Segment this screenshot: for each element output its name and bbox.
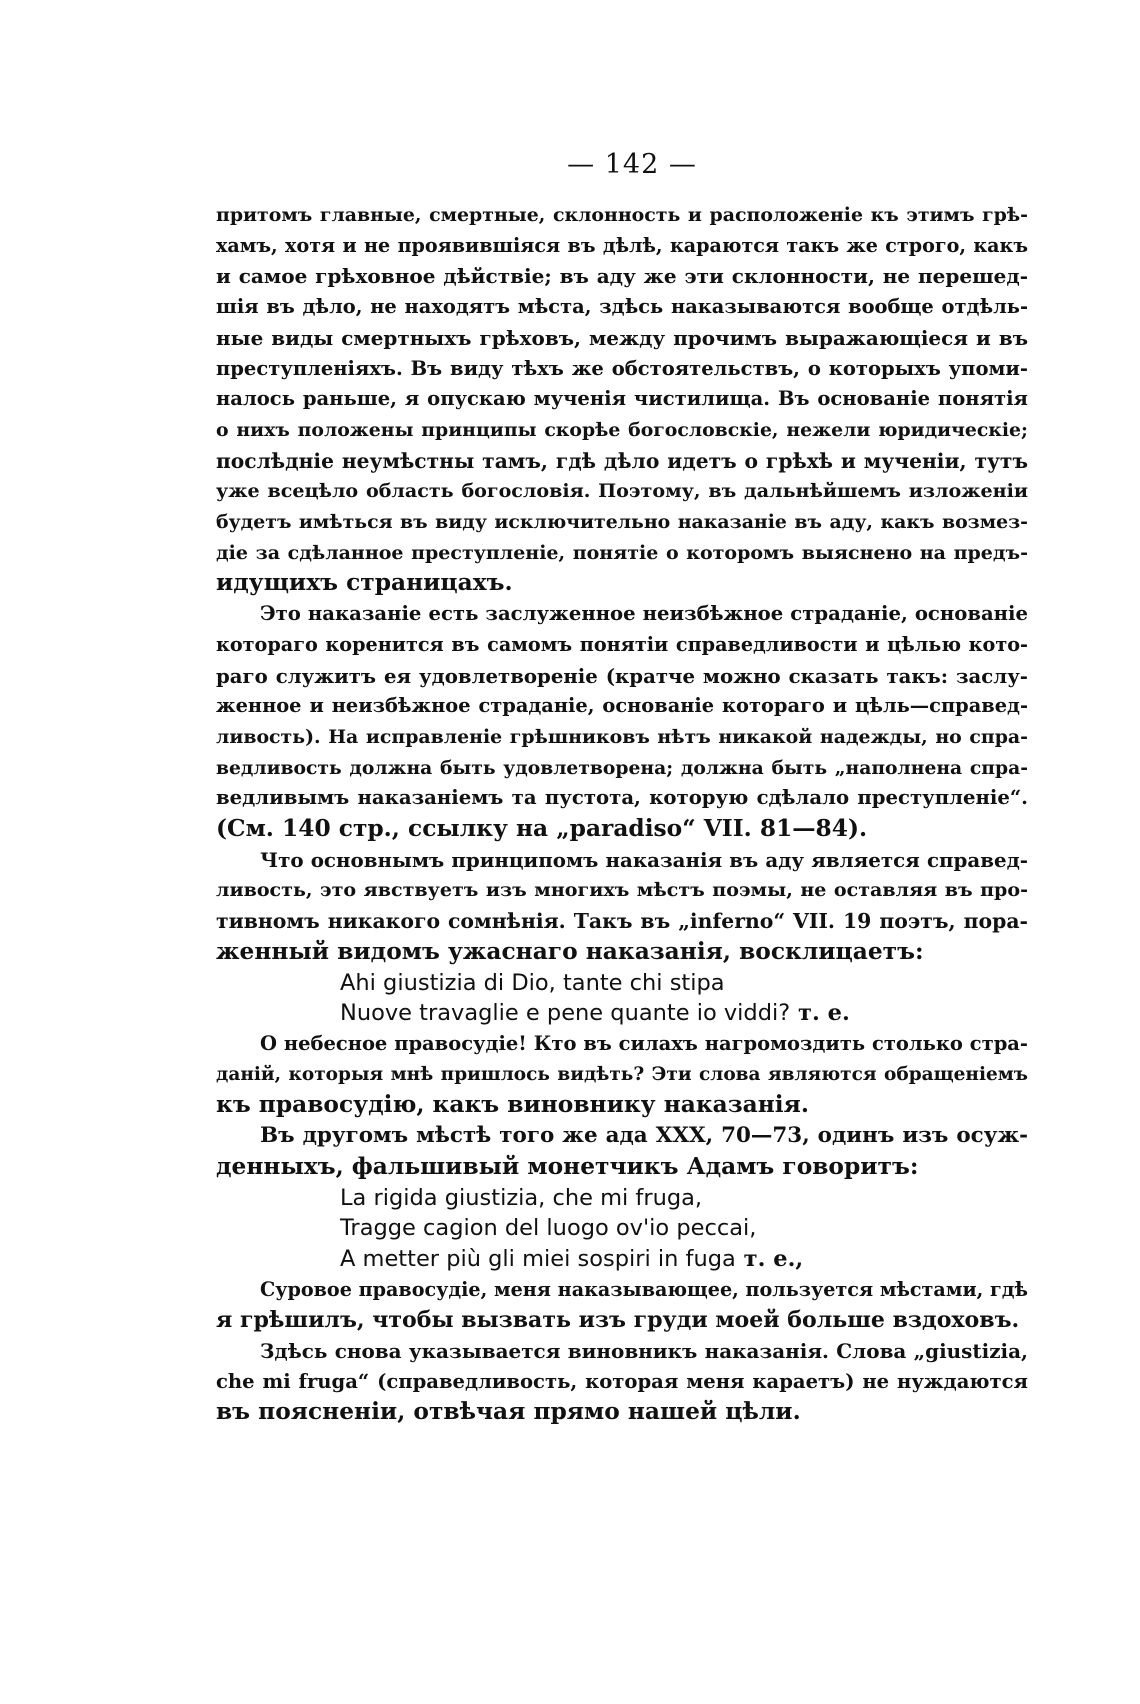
text-line: (См. 140 стр., ссылку на „paradiso“ VII. 81—84).: [216, 815, 868, 843]
verse-text: A metter più gli miei sospiri in fuga: [340, 1245, 736, 1272]
paragraph-first-line: Здѣсь снова указывается виновникъ наказанія. Слова „giustizia,: [260, 1339, 1028, 1364]
text-line: ливость, это явствуетъ изъ многихъ мѣстъ поэмы, не оставляя въ про-: [216, 879, 1028, 902]
verse-suffix: т. е.: [790, 1000, 850, 1027]
text-line: тивномъ никакого сомнѣнія. Такъ въ „inferno“ VII. 19 поэтъ, пора-: [216, 909, 1028, 934]
text-line: послѣдніе неумѣстны тамъ, гдѣ дѣло идетъ о грѣхѣ и мученіи, тутъ: [216, 448, 1028, 473]
paragraph-first-line: Это наказаніе есть заслуженное неизбѣжное страданіе, основаніе: [260, 602, 1028, 626]
page-number: — 142 —: [567, 149, 697, 180]
verse-line: [216, 1244, 1028, 1275]
text-line: діе за сдѣланное преступленіе, понятіе о которомъ выяснено на предъ-: [216, 541, 1028, 564]
text-line: шія въ дѣло, не находятъ мѣста, здѣсь наказываются вообще отдѣль-: [216, 295, 1028, 319]
text-line: о нихъ положены принципы скорѣе богословскіе, нежели юридическіе;: [216, 418, 1028, 441]
verse-text: La rigida giustizia, che mi fruga,: [340, 1184, 703, 1211]
text-line: ведливымъ наказаніемъ та пустота, которую сдѣлало преступленіе“.: [216, 786, 1028, 810]
verse-text: Tragge cagion del luogo ov'io peccai,: [340, 1215, 757, 1242]
paragraph-first-line: О небесное правосудіе! Кто въ силахъ нагромоздить столько стра-: [260, 1031, 1028, 1055]
text-line: въ поясненіи, отвѣчая прямо нашей цѣли.: [216, 1398, 801, 1426]
text-line: даній, которыя мнѣ пришлось видѣть? Эти слова являются обращеніемъ: [216, 1063, 1028, 1085]
text-line: che mi fruga“ (справедливость, которая меня караетъ) не нуждаются: [216, 1369, 1028, 1393]
text-line: женный видомъ ужаснаго наказанія, восклицаетъ:: [216, 937, 924, 965]
body-text: [216, 200, 1028, 1428]
text-line: будетъ имѣться въ виду исключительно наказаніе въ аду, какъ возмез-: [216, 511, 1028, 534]
text-line: хамъ, хотя и не проявившіяся въ дѣлѣ, караются такъ же строго, какъ: [216, 233, 1028, 257]
text-line: я грѣшилъ, чтобы вызвать изъ груди моей больше вздоховъ.: [216, 1307, 1020, 1334]
text-line: налось раньше, я опускаю мученія чистилища. Въ основаніе понятія: [216, 387, 1028, 411]
text-line: женное и неизбѣжное страданіе, основаніе котораго и цѣль—справед-: [216, 694, 1028, 718]
text-line: притомъ главные, смертные, склонность и расположеніе къ этимъ грѣ-: [216, 204, 1028, 226]
text-line: ливость). На исправленіе грѣшниковъ нѣтъ никакой надежды, но спра-: [216, 725, 1028, 748]
verse-text: Ahi giustizia di Dio, tante chi stipa: [340, 969, 725, 996]
text-line: идущихъ страницахъ.: [216, 569, 513, 597]
verse-line: [216, 968, 1028, 999]
text-line: ные виды смертныхъ грѣховъ, между прочимъ выражающіеся и въ: [216, 325, 1028, 350]
verse-suffix: т. е.,: [735, 1245, 804, 1272]
document-page: [216, 140, 1028, 1428]
text-line: ведливость должна быть удовлетворена; должна быть „наполнена спра-: [216, 756, 1028, 779]
text-line: раго служитъ ея удовлетвореніе (кратче можно сказать такъ: заслу-: [216, 663, 1028, 688]
paragraph-first-line: Что основнымъ принципомъ наказанія въ аду является справед-: [260, 847, 1028, 872]
verse-line: [216, 998, 1028, 1029]
verse-text: Nuove travaglie e pene quante io viddi?: [340, 1000, 791, 1027]
paragraph-first-line: Въ другомъ мѣстѣ того же ада XXX, 70—73, одинъ изъ осуж-: [260, 1123, 1028, 1149]
text-line: преступленіяхъ. Въ виду тѣхъ же обстоятельствъ, о которыхъ упоми-: [216, 356, 1028, 380]
text-line: и самое грѣховное дѣйствіе; въ аду же эти склонности, не перешед-: [216, 264, 1028, 289]
verse-line: [216, 1183, 1028, 1214]
text-line: котораго коренится въ самомъ понятіи справедливости и цѣлью кото-: [216, 632, 1028, 656]
text-line: денныхъ, фальшивый монетчикъ Адамъ говоритъ:: [216, 1152, 919, 1180]
paragraph-first-line: Суровое правосудіе, меня наказывающее, пользуется мѣстами, гдѣ: [260, 1277, 1028, 1301]
verse-line: [216, 1213, 1028, 1244]
text-line: уже всецѣло область богословія. Поэтому, въ дальнѣйшемъ изложеніи: [216, 479, 1028, 503]
text-line: къ правосудію, какъ виновнику наказанія.: [216, 1091, 809, 1119]
